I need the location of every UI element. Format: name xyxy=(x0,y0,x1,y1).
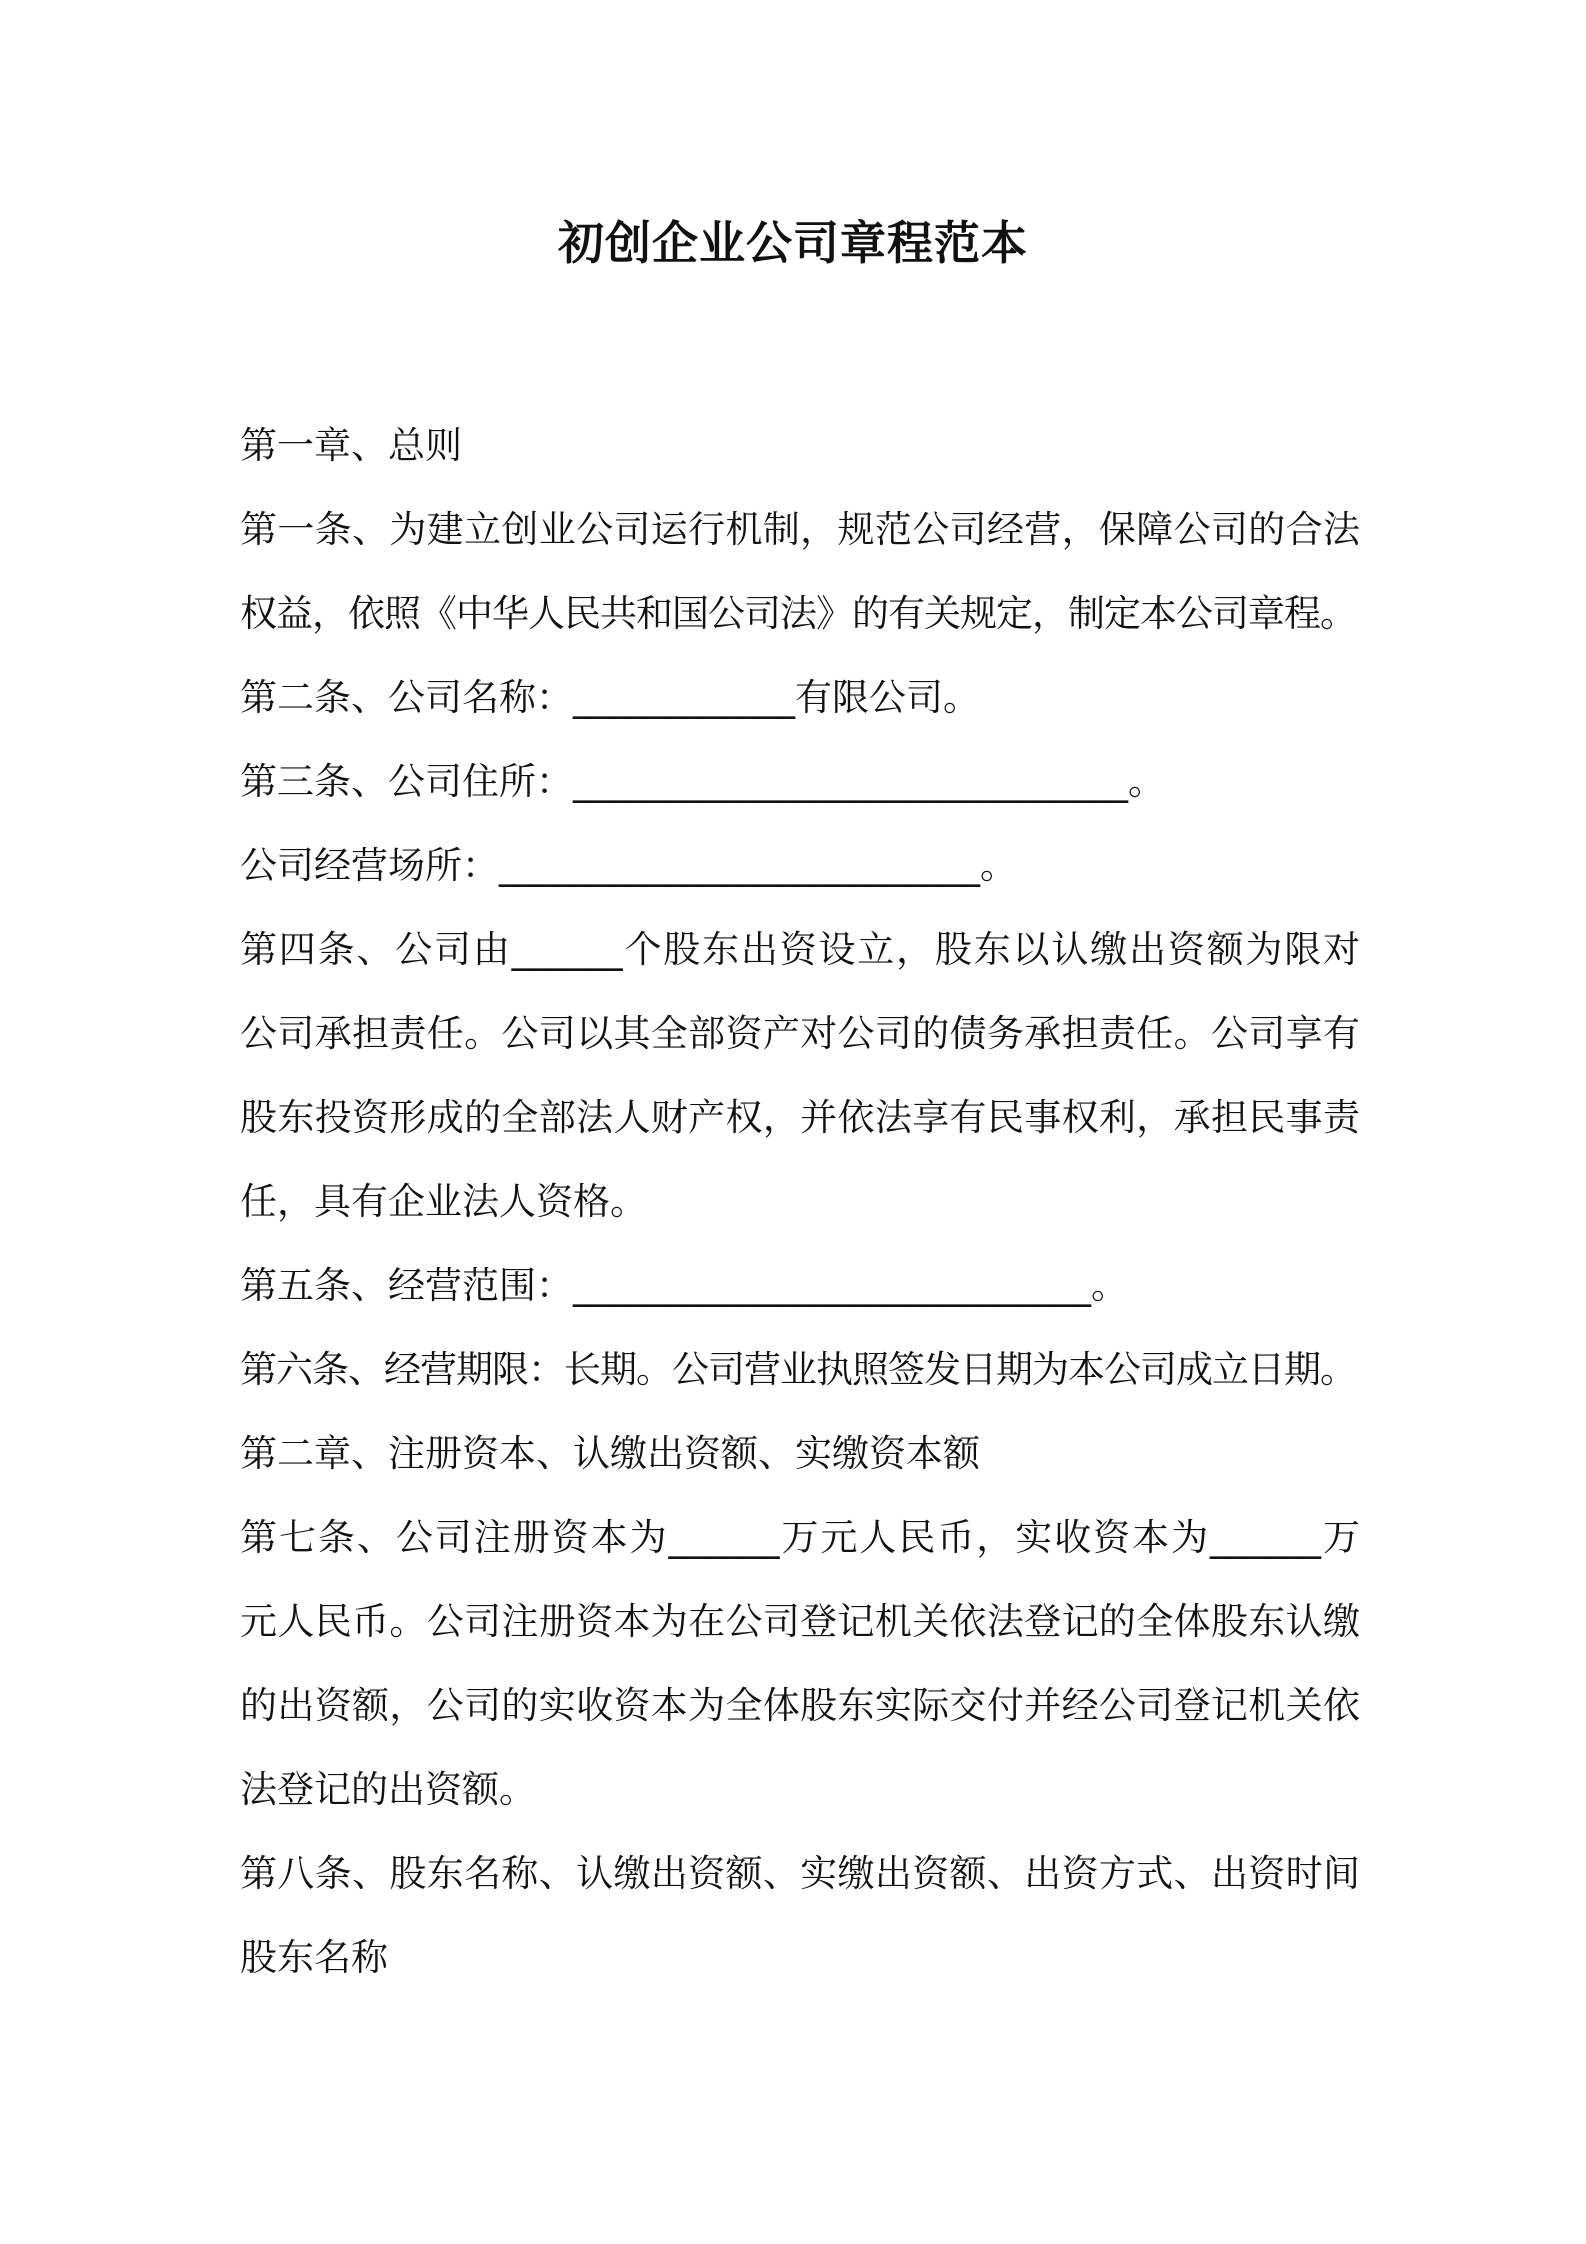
chapter-2-heading: 第二章、注册资本、认缴出资额、实缴资本额 xyxy=(240,1432,980,1475)
article-1-line-1: 第一条、为建立创业公司运行机制，规范公司经营，保障公司的合法 xyxy=(240,508,1360,551)
article-7-line-2: 元人民币。公司注册资本为在公司登记机关依法登记的全体股东认缴 xyxy=(240,1600,1360,1643)
article-5-business-scope: 第五条、经营范围：____________________________。 xyxy=(240,1264,1128,1307)
article-3-company-address: 第三条、公司住所：______________________________。 xyxy=(240,760,1165,803)
article-7-line-3: 的出资额，公司的实收资本为全体股东实际交付并经公司登记机关依 xyxy=(240,1684,1360,1727)
article-7-line-4: 法登记的出资额。 xyxy=(240,1768,536,1811)
business-premises: 公司经营场所：__________________________。 xyxy=(240,844,1017,887)
document-body xyxy=(240,404,1360,2000)
article-7-line-1: 第七条、公司注册资本为______万元人民币，实收资本为______万 xyxy=(240,1516,1360,1559)
article-4-line-4: 任，具有企业法人资格。 xyxy=(240,1180,647,1223)
article-4-line-2: 公司承担责任。公司以其全部资产对公司的债务承担责任。公司享有 xyxy=(240,1012,1360,1055)
chapter-1-heading: 第一章、总则 xyxy=(240,424,462,467)
article-8-heading: 第八条、股东名称、认缴出资额、实缴出资额、出资方式、出资时间 xyxy=(240,1852,1360,1895)
article-1-line-2: 权益，依照《中华人民共和国公司法》的有关规定，制定本公司章程。 xyxy=(240,592,1356,635)
document-title: 初创企业公司章程范本 xyxy=(558,216,1028,270)
article-2-company-name: 第二条、公司名称：____________有限公司。 xyxy=(240,676,980,719)
shareholder-name-label: 股东名称 xyxy=(240,1936,388,1979)
article-4-line-1: 第四条、公司由______个股东出资设立，股东以认缴出资额为限对 xyxy=(240,928,1360,971)
article-6-business-term: 第六条、经营期限：长期。公司营业执照签发日期为本公司成立日期。 xyxy=(240,1348,1356,1391)
article-4-line-3: 股东投资形成的全部法人财产权，并依法享有民事权利，承担民事责 xyxy=(240,1096,1360,1139)
